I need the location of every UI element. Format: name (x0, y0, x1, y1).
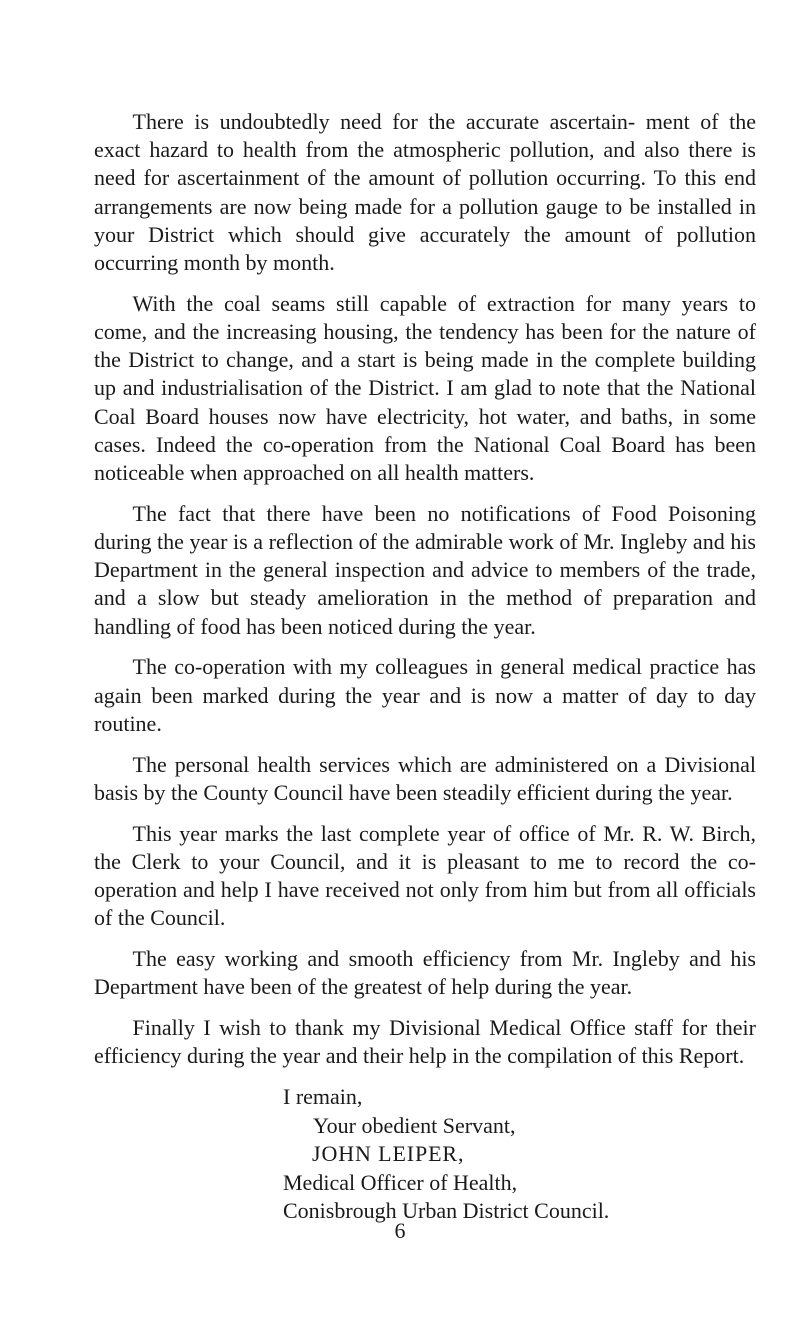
closing-valediction: Your obedient Servant, (313, 1112, 516, 1138)
closing-remain: I remain, (283, 1084, 363, 1110)
signatory-organisation: Conisbrough Urban District Council. (283, 1198, 610, 1224)
letter-body (94, 108, 756, 1070)
paragraph-coal-seams: With the coal seams still capable of extraction for many years to come, and the increasing housing, the tendency has been for the nature of the District to change, and a start is being made in the complete building up and industrialisation of the District. I am glad to note that the National Coal Board houses now have electricity, hot water, and baths, in some cases. Indeed the co-operation from the National Coal Board has been noticeable when approached on all health matters. (94, 290, 756, 486)
paragraph-department: The easy working and smooth efficiency from Mr. Ingleby and his Department have been of the greatest of help during the year. (94, 946, 756, 1000)
letter-page (94, 108, 756, 1226)
paragraph-medical-practice: The co-operation with my colleagues in general medical practice has again been marked during the year and is now a matter of day to day routine. (94, 654, 756, 736)
letter-closing (94, 1083, 756, 1226)
paragraph-thanks: Finally I wish to thank my Divisional Medical Office staff for their efficiency during the year and their help in the compilation of this Report. (94, 1015, 756, 1069)
paragraph-food-poisoning: The fact that there have been no notifications of Food Poisoning during the year is a reflection of the admirable work of Mr. Ingleby and his Department in the general inspection and advice to members of the trade, and a slow but steady amelioration in the method of preparation and handling of food has been noticed during the year. (94, 500, 756, 639)
signatory-name: JOHN LEIPER, (312, 1141, 465, 1167)
paragraph-clerk: This year marks the last complete year of office of Mr. R. W. Birch, the Clerk to your Council, and it is pleasant to me to record the co-operation and help I have received not only from him but from all officials of the Council. (94, 820, 756, 931)
paragraph-pollution: There is undoubtedly need for the accurate ascertain- ment of the exact hazard to health from the atmospheric pollution, and also there is need for ascertainment of the amount of pollution occurring. To this end arrangements are now being made for a pollution gauge to be installed in your District which should give accurately the amount of pollution occurring month by month. (94, 109, 756, 276)
signatory-title: Medical Officer of Health, (283, 1169, 518, 1195)
page-number: 6 (394, 1218, 406, 1243)
paragraph-personal-health: The personal health services which are administered on a Divisional basis by the County Council have been steadily efficient during the year. (94, 751, 756, 805)
